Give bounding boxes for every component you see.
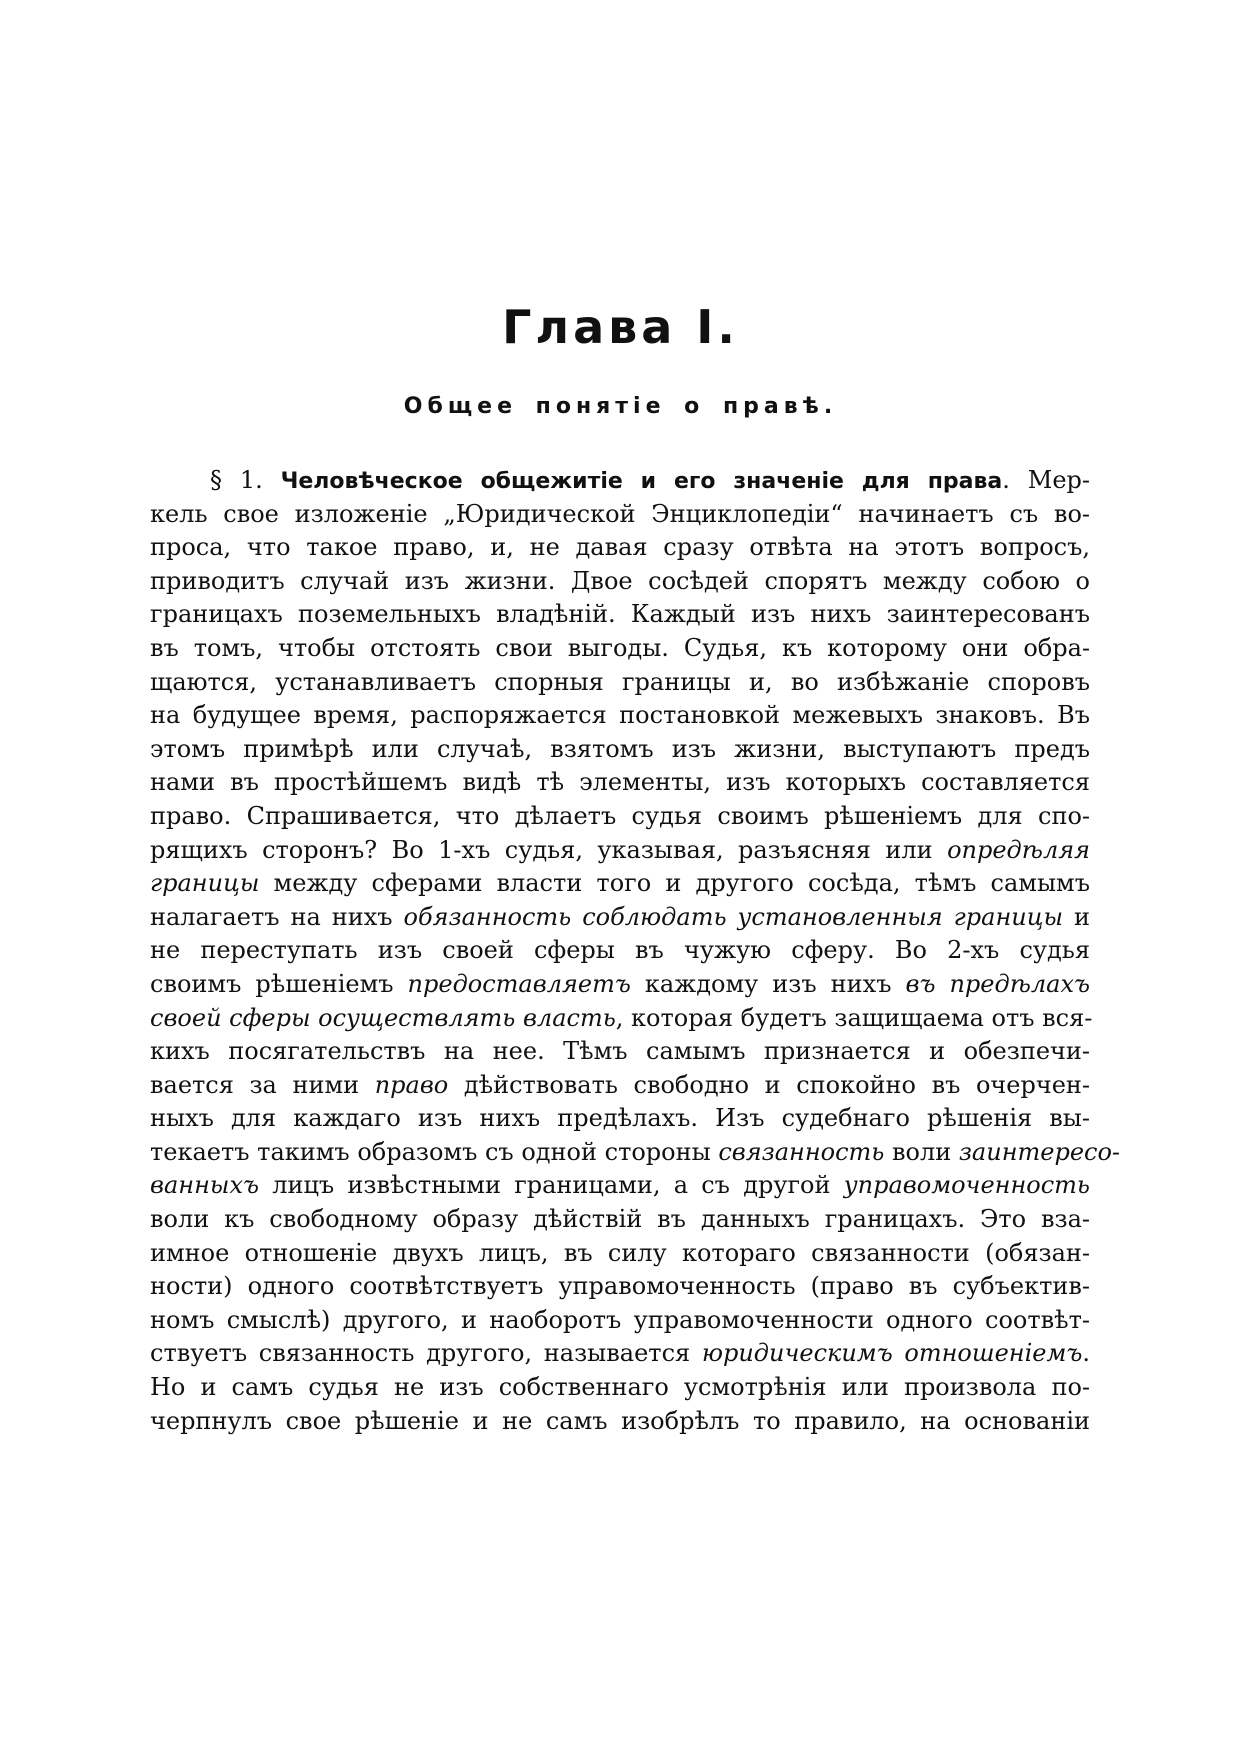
paragraph-section-1 (150, 464, 1121, 1438)
text-line (150, 632, 1090, 666)
text-run: ности) одного соотвѣтствуетъ управомоченность (право въ субъектив- (150, 1272, 1090, 1301)
text-run: и (1063, 902, 1091, 931)
emphasis-text: право (374, 1070, 449, 1099)
text-line (150, 733, 1090, 767)
text-run: § 1. (210, 466, 281, 494)
text-run: Но и самъ судья не изъ собственнаго усмотрѣнія или произвола по- (150, 1373, 1090, 1402)
text-run: ствуетъ связанность другого, называется (150, 1339, 702, 1368)
text-line (150, 1405, 1090, 1439)
text-run: кель свое изложеніе „Юридической Энциклопедіи“ начинаетъ съ во- (150, 499, 1090, 528)
text-line (150, 800, 1090, 834)
text-line (150, 1203, 1090, 1237)
text-line (150, 867, 1090, 901)
text-run: въ томъ, чтобы отстоять свои выгоды. Судья, къ которому они обра- (150, 633, 1090, 662)
text-line (150, 1237, 1090, 1271)
emphasis-text: ванныхъ (150, 1171, 259, 1200)
text-line (150, 1102, 1090, 1136)
text-run: ныхъ для каждаго изъ нихъ предѣлахъ. Изъ судебнаго рѣшенія вы- (150, 1104, 1090, 1133)
text-run: черпнулъ свое рѣшеніе и не самъ изобрѣлъ то правило, на основаніи (150, 1406, 1090, 1435)
emphasis-text: опредѣляя (947, 835, 1090, 864)
emphasis-text: границы (150, 869, 260, 898)
chapter-subtitle: Общее понятіе о правѣ. (403, 394, 838, 419)
text-line (150, 1136, 1121, 1170)
text-run: номъ смыслѣ) другого, и наоборотъ управомоченности одного соотвѣт- (150, 1305, 1090, 1334)
text-run: кихъ посягательствъ на нее. Тѣмъ самымъ признается и обезпечи- (150, 1037, 1090, 1066)
chapter-title: Глава I. (502, 300, 739, 354)
text-line (150, 666, 1090, 700)
text-run: щаются, устанавливаетъ спорныя границы и, во избѣжаніе споровъ (150, 667, 1090, 696)
text-run: , которая будетъ защищаема отъ вся- (615, 1003, 1093, 1032)
text-line (150, 699, 1090, 733)
emphasis-text: юридическимъ отношеніемъ (701, 1339, 1083, 1368)
text-run: на будущее время, распоряжается постановкой межевыхъ знаковъ. Въ (150, 701, 1090, 730)
emphasis-text: обязанность соблюдать установленныя границы (403, 902, 1064, 931)
text-line (150, 1270, 1090, 1304)
emphasis-text: предоставляетъ (407, 969, 631, 998)
text-line (150, 968, 1090, 1002)
text-line (150, 1337, 1090, 1371)
text-run: . Мер- (1002, 466, 1090, 494)
text-run: нами въ простѣйшемъ видѣ тѣ элементы, изъ которыхъ составляется (150, 768, 1090, 797)
text-run: текаетъ такимъ образомъ съ одной стороны (150, 1137, 719, 1166)
text-line (150, 498, 1090, 532)
text-line (150, 1304, 1090, 1338)
text-run: вается за ними (150, 1070, 375, 1099)
text-run: . (1082, 1339, 1090, 1368)
text-run: налагаетъ на нихъ (150, 902, 404, 931)
text-run: этомъ примѣрѣ или случаѣ, взятомъ изъ жизни, выступаютъ предъ (150, 734, 1090, 763)
text-line (150, 1035, 1090, 1069)
text-line (150, 766, 1090, 800)
text-run: лицъ извѣстными границами, а съ другой (258, 1171, 844, 1200)
text-run: имное отношеніе двухъ лицъ, въ силу котораго связанности (обязан- (150, 1238, 1090, 1267)
text-line (150, 464, 1090, 498)
text-line (150, 598, 1090, 632)
text-line (150, 934, 1090, 968)
emphasis-text: управомоченность (843, 1171, 1090, 1200)
text-run: каждому изъ нихъ (630, 969, 906, 998)
text-run: границахъ поземельныхъ владѣній. Каждый изъ нихъ заинтересованъ (150, 600, 1090, 629)
text-line (150, 834, 1090, 868)
text-run: не переступать изъ своей сферы въ чужую сферу. Во 2-хъ судья (150, 936, 1090, 965)
text-line (150, 1371, 1090, 1405)
section-heading: Человѣческое общежитіе и его значеніе для права (280, 469, 1003, 494)
emphasis-text: заинтересо- (958, 1137, 1121, 1166)
emphasis-text: своей сферы осуществлять власть (150, 1003, 616, 1032)
text-run: между сферами власти того и другого сосѣда, тѣмъ самымъ (259, 869, 1090, 898)
emphasis-text: въ предѣлахъ (905, 969, 1090, 998)
text-run: проса, что такое право, и, не давая сразу отвѣта на этотъ вопросъ, (150, 533, 1090, 562)
text-run: право. Спрашивается, что дѣлаетъ судья своимъ рѣшеніемъ для спо- (150, 801, 1090, 830)
text-line (150, 901, 1090, 935)
text-line (150, 565, 1090, 599)
text-line (150, 1069, 1090, 1103)
text-run: воли (884, 1137, 959, 1166)
text-run: дѣйствовать свободно и спокойно въ очерчен- (448, 1070, 1090, 1099)
text-run: рящихъ сторонъ? Во 1-хъ судья, указывая, разъясняя или (150, 835, 948, 864)
text-run: приводитъ случай изъ жизни. Двое сосѣдей спорятъ между собою о (150, 566, 1090, 595)
text-line (150, 1169, 1090, 1203)
text-run: воли къ свободному образу дѣйствій въ данныхъ границахъ. Это вза- (150, 1205, 1090, 1234)
emphasis-text: связанность (718, 1137, 885, 1166)
text-line (150, 531, 1090, 565)
text-run: своимъ рѣшеніемъ (150, 969, 408, 998)
text-line (150, 1002, 1093, 1036)
